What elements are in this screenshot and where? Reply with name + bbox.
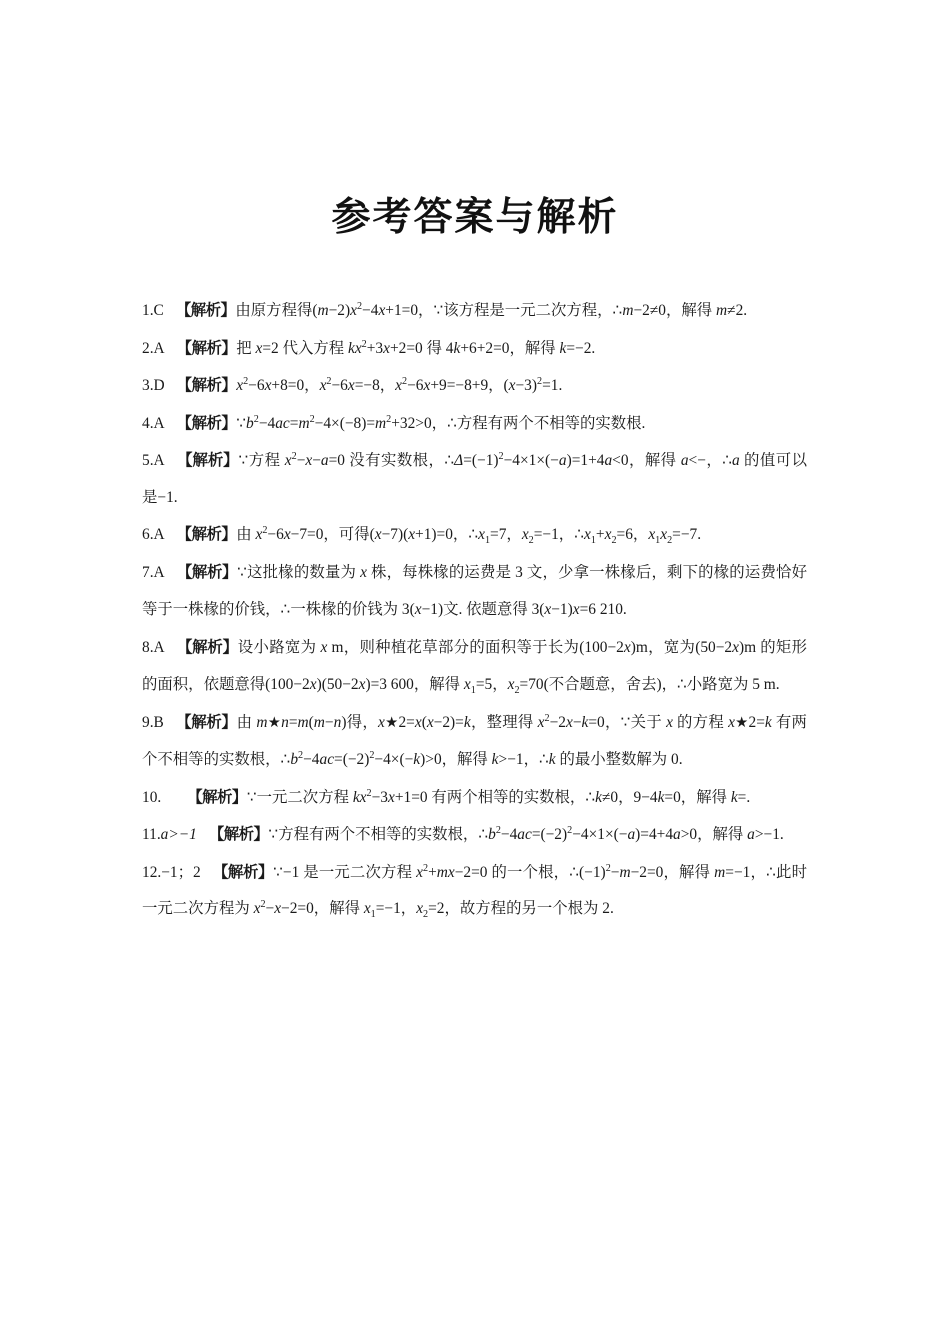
answer-number: 11. xyxy=(142,826,161,843)
answer-number: 5. xyxy=(142,452,154,469)
analysis-tag: 【解析】 xyxy=(208,825,269,843)
answer-number: 4. xyxy=(142,414,154,432)
answer-choice: C xyxy=(153,302,164,319)
answer-item-10 xyxy=(142,779,807,817)
answers-list xyxy=(142,292,807,928)
analysis-tag: 【解析】 xyxy=(176,562,238,581)
answer-number: 3. xyxy=(142,377,154,394)
answer-choice: A xyxy=(153,526,165,543)
answer-explanation: 设小路宽为 x m，则种植花草部分的面积等于长为(100−2x)m，宽为(50−2x)m 的矩形的面积，依题意得(100−2x)(50−2x)=3 600，解得 $x_1=5$，$x_2=70$(不合题意，舍去)，∴小路宽为 5 m. xyxy=(142,638,807,697)
answer-number: 2. xyxy=(142,339,154,357)
answer-choice: A xyxy=(153,414,165,432)
analysis-tag: 【解析】 xyxy=(176,413,237,432)
answer-explanation: 由 $x^2-6x-7=0$，可得(x−7)(x+1)=0，$\therefore x_1=7$，$x_2=-1$，$\therefore x_1+x_2=6$，$x_1x_2=-7$. xyxy=(236,524,702,547)
answer-item-2 xyxy=(142,330,807,368)
answer-item-3 xyxy=(142,367,807,405)
analysis-tag: 【解析】 xyxy=(212,862,274,881)
answer-item-9 xyxy=(142,704,807,779)
answer-item-8 xyxy=(142,629,807,704)
answer-explanation: ∵方程有两个不相等的实数根，$\therefore b^2-4ac=(-2)^2-4\times 1\times(-a)=4+4a>0$，解得 a>−1. xyxy=(268,824,784,843)
answer-explanation: ∵方程 $x^2-x-a=0$ 没有实数根，$\therefore\Delta=(-1)^2-4\times 1\times(-a)=1+4a<0$，解得 a<−，∴a 的值可以是−1. xyxy=(142,450,807,506)
answer-number: 6. xyxy=(142,526,154,543)
answer-explanation: ∵一元二次方程 $kx^2-3x+1=0$ 有两个相等的实数根，∴k≠0，9−4k=0，解得 k=. xyxy=(246,787,751,806)
answer-explanation: ∵−1 是一元二次方程 $x^2+mx-2=0$ 的一个根，$\therefore(-1)^2-m-2=0$，解得 m=−1，∴此时一元二次方程为 $x^2-x-2=0$，解得 $x_1=-1$，$x_2=2$，故方程的另一个根为 2. xyxy=(142,862,807,921)
answer-item-5 xyxy=(142,442,807,516)
analysis-tag: 【解析】 xyxy=(175,712,237,731)
analysis-tag: 【解析】 xyxy=(176,637,238,656)
answer-choice: A xyxy=(153,339,165,357)
answer-explanation: $x^2-6x+8=0$，$x^2-6x=-8$，$x^2-6x+9=-8+9$，$(x-3)^2=1$. xyxy=(236,375,563,394)
analysis-tag: 【解析】 xyxy=(187,787,247,806)
answer-item-12 xyxy=(142,854,807,928)
answer-item-7 xyxy=(142,554,807,629)
analysis-tag: 【解析】 xyxy=(176,525,237,543)
answer-number: 10. xyxy=(142,788,162,806)
answer-choice: A xyxy=(153,563,165,581)
answer-choice: −1；2 xyxy=(161,863,201,881)
page-title: 参考答案与解析 xyxy=(331,194,619,240)
answer-number: 9. xyxy=(142,713,154,731)
answer-number: 1. xyxy=(142,302,154,319)
answer-item-11 xyxy=(142,816,807,854)
answer-explanation: $\because b^2-4ac=m^2-4\times(-8)=m^2+32>0$，∴方程有两个不相等的实数根. xyxy=(236,413,646,432)
analysis-tag: 【解析】 xyxy=(175,301,236,319)
answer-choice: a>−1 xyxy=(160,826,197,843)
answer-choice: D xyxy=(153,377,165,394)
analysis-tag: 【解析】 xyxy=(176,376,237,394)
answer-explanation: 由 m★n=m(m−n)得，x★2=x(x−2)=k，整理得 $x^2-2x-k=0$，∵关于 x 的方程 x★2=k 有两个不相等的实数根，$\therefore b^2-4ac=(-2)^2-4\times(-k)>0$，解得 k>−1，∴k 的最小整数解为 0. xyxy=(142,712,807,768)
analysis-tag: 【解析】 xyxy=(176,451,239,469)
analysis-tag: 【解析】 xyxy=(176,338,237,357)
answer-choice: A xyxy=(153,638,165,656)
answer-number: 8. xyxy=(142,638,154,656)
answer-item-4 xyxy=(142,405,807,443)
answer-explanation: 由原方程得$(m-2)x^2-4x+1=0$，∵该方程是一元二次方程，∴m−2≠0，解得 m≠2. xyxy=(235,300,748,319)
answer-item-1 xyxy=(142,292,807,330)
answer-explanation: 把 x=2 代入方程 $kx^2+3x+2=0$ 得 4k+6+2=0，解得 k=−2. xyxy=(236,338,596,357)
answer-number: 12. xyxy=(142,863,162,881)
answer-number: 7. xyxy=(142,563,154,581)
answer-choice: A xyxy=(153,452,165,469)
answer-item-6 xyxy=(142,516,807,554)
answer-explanation: ∵这批椽的数量为 x 株，每株椽的运费是 3 文，少拿一株椽后，剩下的椽的运费恰好等于一株椽的价钱，∴一株椽的价钱为 3(x−1)文. 依题意得 3(x−1)x=6 210. xyxy=(142,562,807,618)
answer-choice: B xyxy=(153,713,164,731)
